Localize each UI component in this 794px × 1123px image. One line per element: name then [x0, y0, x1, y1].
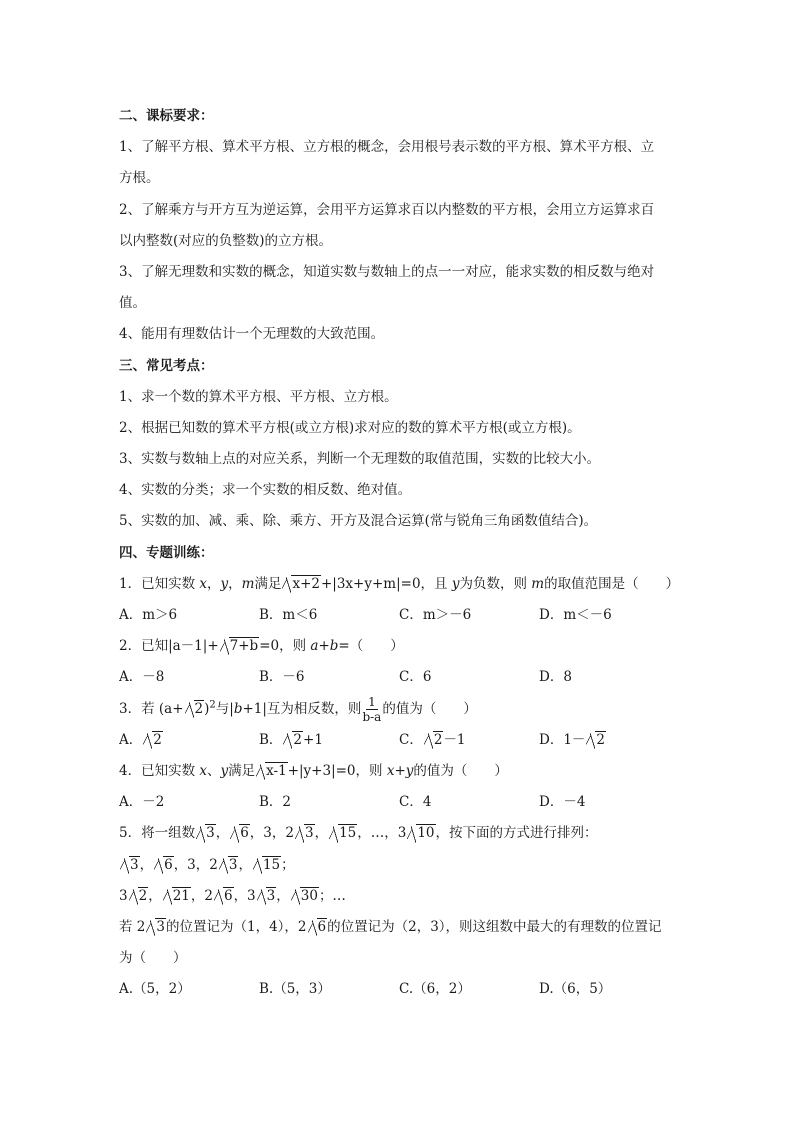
radicand: 10 [417, 825, 435, 842]
sqrt-symbol [282, 576, 321, 592]
q1-text: 满足 [254, 575, 282, 592]
fraction-denominator: b-a [362, 709, 382, 724]
q5-text: ，…，3 [357, 825, 407, 842]
sqrt-symbol [219, 857, 239, 873]
q1-option-c: C．m＞－6 [399, 607, 472, 623]
q4-options [119, 787, 679, 818]
radicand: 2 [596, 731, 606, 748]
q4-text: 满足 [228, 762, 256, 779]
sqrt-symbol [129, 888, 149, 904]
q1-var-m: m [241, 575, 255, 592]
q1-options [119, 600, 679, 631]
q1-option-d: D．m＜－6 [539, 607, 612, 623]
option-prefix: A． [119, 731, 143, 748]
question-4 [119, 756, 679, 787]
q2-option-d: D．8 [539, 669, 572, 686]
section-3-title: 三、常见考点： [119, 357, 214, 374]
q2-expr: a+b [310, 638, 339, 655]
q1-text: 为负数，则 [459, 575, 532, 592]
q1-option-a: A．m＞6 [119, 607, 178, 623]
q4-var-x: x [199, 762, 208, 779]
q4-option-d: D．－4 [539, 794, 586, 811]
q5-option-c: C.（6，2） [399, 981, 471, 998]
q5-text: ， [276, 887, 290, 904]
q2-text: =0，则 [259, 638, 311, 655]
q3-option-d [539, 725, 679, 756]
sqrt-symbol [120, 857, 140, 873]
s3-line-2: 2、根据已知数的算术平方根(或立方根)求对应的数的算术平方根(或立方根)。 [119, 419, 581, 436]
q5-line-5: 为（ ） [119, 950, 187, 967]
sqrt-symbol [308, 919, 328, 935]
radicand: 6 [317, 918, 327, 935]
s2-line-7: 4、能用有理数估计一个无理数的大致范围。 [119, 326, 385, 343]
radicand: 2 [194, 700, 204, 717]
sqrt-symbol [257, 888, 277, 904]
radicand: 2 [433, 731, 443, 748]
q5-text: ，3 [233, 887, 256, 904]
q3-option-c [399, 725, 539, 756]
q2-option-c: C．6 [399, 669, 432, 686]
radicand: 2 [138, 887, 148, 904]
s3-line-5: 5、实数的加、减、乘、除、乘方、开方及混合运算(常与锐角三角函数值结合)。 [119, 513, 598, 530]
q5-text: ， [314, 825, 329, 842]
question-1 [119, 569, 679, 600]
sqrt-symbol [253, 857, 281, 873]
q4-var-y: y [220, 762, 229, 779]
q3-text: 的值为（ ） [382, 700, 477, 717]
q5-row-1 [119, 850, 679, 881]
question-5 [119, 818, 679, 849]
q5-text: ，3，2 [249, 825, 294, 842]
q5-row-2 [119, 881, 679, 912]
sqrt-symbol [586, 732, 606, 748]
q4-option-c: C．4 [399, 794, 432, 811]
radicand: 6 [240, 825, 249, 842]
q5-text: ，按下面的方式进行排列： [435, 825, 598, 842]
exponent: 2 [209, 699, 216, 711]
q2-options [119, 662, 679, 693]
document-content [119, 101, 679, 1005]
q3-option-a [119, 725, 259, 756]
sqrt-symbol [256, 763, 288, 779]
q1-text: 的取值范围是（ ） [544, 575, 679, 592]
q4-text: 、 [207, 762, 221, 779]
radicand: 2 [293, 731, 303, 748]
q4-expr: x+y [386, 762, 414, 779]
radicand: 6 [164, 856, 173, 873]
q3-text: ) [204, 700, 210, 717]
sqrt-symbol [291, 888, 319, 904]
q2-option-a: A．－8 [119, 669, 165, 686]
q4-text: +|y+3|=0，则 [287, 762, 387, 779]
radicand: 2 [153, 731, 162, 748]
radicand: x+2 [292, 575, 320, 592]
fraction [362, 695, 381, 724]
q1-var-y: y [451, 575, 460, 592]
s2-line-6: 值。 [119, 295, 146, 312]
sqrt-symbol [424, 732, 444, 748]
q3-options [119, 725, 679, 756]
q4-text: 的值为（ ） [413, 762, 508, 779]
radicand: 3 [266, 887, 276, 904]
q5-text: ， [139, 856, 154, 873]
radicand: 21 [172, 887, 190, 904]
radicand: 30 [300, 887, 318, 904]
radicand: 3 [228, 856, 238, 873]
radicand: 15 [262, 856, 281, 873]
q5-text: 的位置记为（1，4），2 [165, 918, 307, 935]
q2-option-b: B．－6 [259, 669, 305, 686]
s3-line-3: 3、实数与数轴上点的对应关系，判断一个无理数的取值范围，实数的比较大小。 [119, 451, 601, 468]
s2-line-1: 1、了解平方根、算术平方根、立方根的概念，会用根号表示数的平方根、算术平方根、立 [119, 139, 655, 156]
q4-option-b: B．2 [259, 794, 292, 811]
q5-line-4 [119, 912, 679, 943]
q5-text: 3 [119, 887, 128, 904]
sqrt-symbol [163, 888, 191, 904]
q5-text: ，2 [190, 887, 213, 904]
sqrt-symbol [407, 825, 435, 841]
fraction-numerator: 1 [368, 694, 376, 709]
q5-text: 的位置记为（2，3），则这组数中最大的有理数的位置记 [327, 918, 662, 935]
radicand: 3 [156, 918, 165, 935]
sqrt-symbol [283, 732, 303, 748]
sqrt-symbol [143, 732, 163, 748]
sqrt-symbol [154, 857, 174, 873]
question-2 [119, 631, 679, 662]
s2-line-4: 以内整数(对应的负整数)的立方根。 [119, 232, 333, 249]
q5-text: ，3，2 [173, 856, 218, 873]
radicand: 3 [130, 856, 139, 873]
q5-text: ； [281, 856, 295, 873]
q1-var-y: y [220, 575, 229, 592]
radicand: 3 [304, 825, 314, 842]
q3-text: +1|互为相反数，则 [242, 700, 362, 717]
sqrt-symbol [196, 825, 216, 841]
q5-option-b: B.（5，3） [259, 981, 331, 998]
s3-line-1: 1、求一个数的算术平方根、平方根、立方根。 [119, 388, 398, 405]
q3-text: 与| [215, 700, 234, 717]
q1-text: 1．已知实数 [119, 575, 200, 592]
radicand: 6 [223, 887, 233, 904]
q2-text: =（ ） [338, 638, 404, 655]
q5-option-d: D.（6，5） [539, 981, 612, 998]
q2-text: 2．已知|a－1|+ [119, 638, 219, 655]
option-prefix: B． [259, 731, 283, 748]
radicand: x-1 [266, 762, 287, 779]
q1-text: ， [207, 575, 221, 592]
sqrt-symbol [329, 825, 357, 841]
q5-text: ， [215, 825, 230, 842]
q3-var-b: b [233, 700, 243, 717]
section-4-title: 四、专题训练： [119, 544, 214, 561]
q3-option-b [259, 725, 399, 756]
radicand: 15 [339, 825, 357, 842]
sqrt-symbol [220, 638, 260, 654]
q1-var-m: m [531, 575, 545, 592]
s3-line-4: 4、实数的分类；求一个实数的相反数、绝对值。 [119, 482, 412, 499]
q5-option-a: A.（5，2） [119, 981, 191, 998]
option-suffix: －1 [443, 731, 466, 748]
option-prefix: D．1－ [539, 731, 586, 748]
section-2-title: 二、课标要求： [119, 108, 214, 124]
sqrt-symbol [214, 888, 234, 904]
s2-line-2: 方根。 [119, 170, 160, 187]
q4-text: 4．已知实数 [119, 762, 200, 779]
radicand: 3 [206, 825, 215, 842]
q5-text: ， [238, 856, 252, 873]
q5-text: 5．将一组数 [119, 825, 196, 842]
radicand: 7+b [229, 638, 259, 655]
q1-var-x: x [199, 575, 208, 592]
q5-text: 若 2 [119, 918, 146, 935]
s2-line-3: 2、了解乘方与开方互为逆运算，会用平方运算求百以内整数的平方根，会用立方运算求百 [119, 201, 655, 218]
option-prefix: C． [399, 731, 423, 748]
sqrt-symbol [295, 825, 315, 841]
sqrt-symbol [230, 825, 250, 841]
question-3 [119, 694, 679, 725]
q3-text: 3．若 (a+ [119, 700, 184, 717]
q1-text: +|3x+y+m|=0，且 [320, 575, 452, 592]
q5-options [119, 974, 679, 1005]
q5-text: ；… [318, 887, 346, 904]
s2-line-5: 3、了解无理数和实数的概念，知道实数与数轴上的点一一对应，能求实数的相反数与绝对 [119, 263, 655, 280]
option-suffix: +1 [303, 731, 323, 748]
q5-text: ， [148, 887, 162, 904]
q1-text: ， [228, 575, 242, 592]
q4-option-a: A．－2 [119, 794, 165, 811]
sqrt-symbol [146, 919, 166, 935]
q1-option-b: B．m＜6 [259, 607, 318, 623]
sqrt-symbol [185, 701, 205, 717]
